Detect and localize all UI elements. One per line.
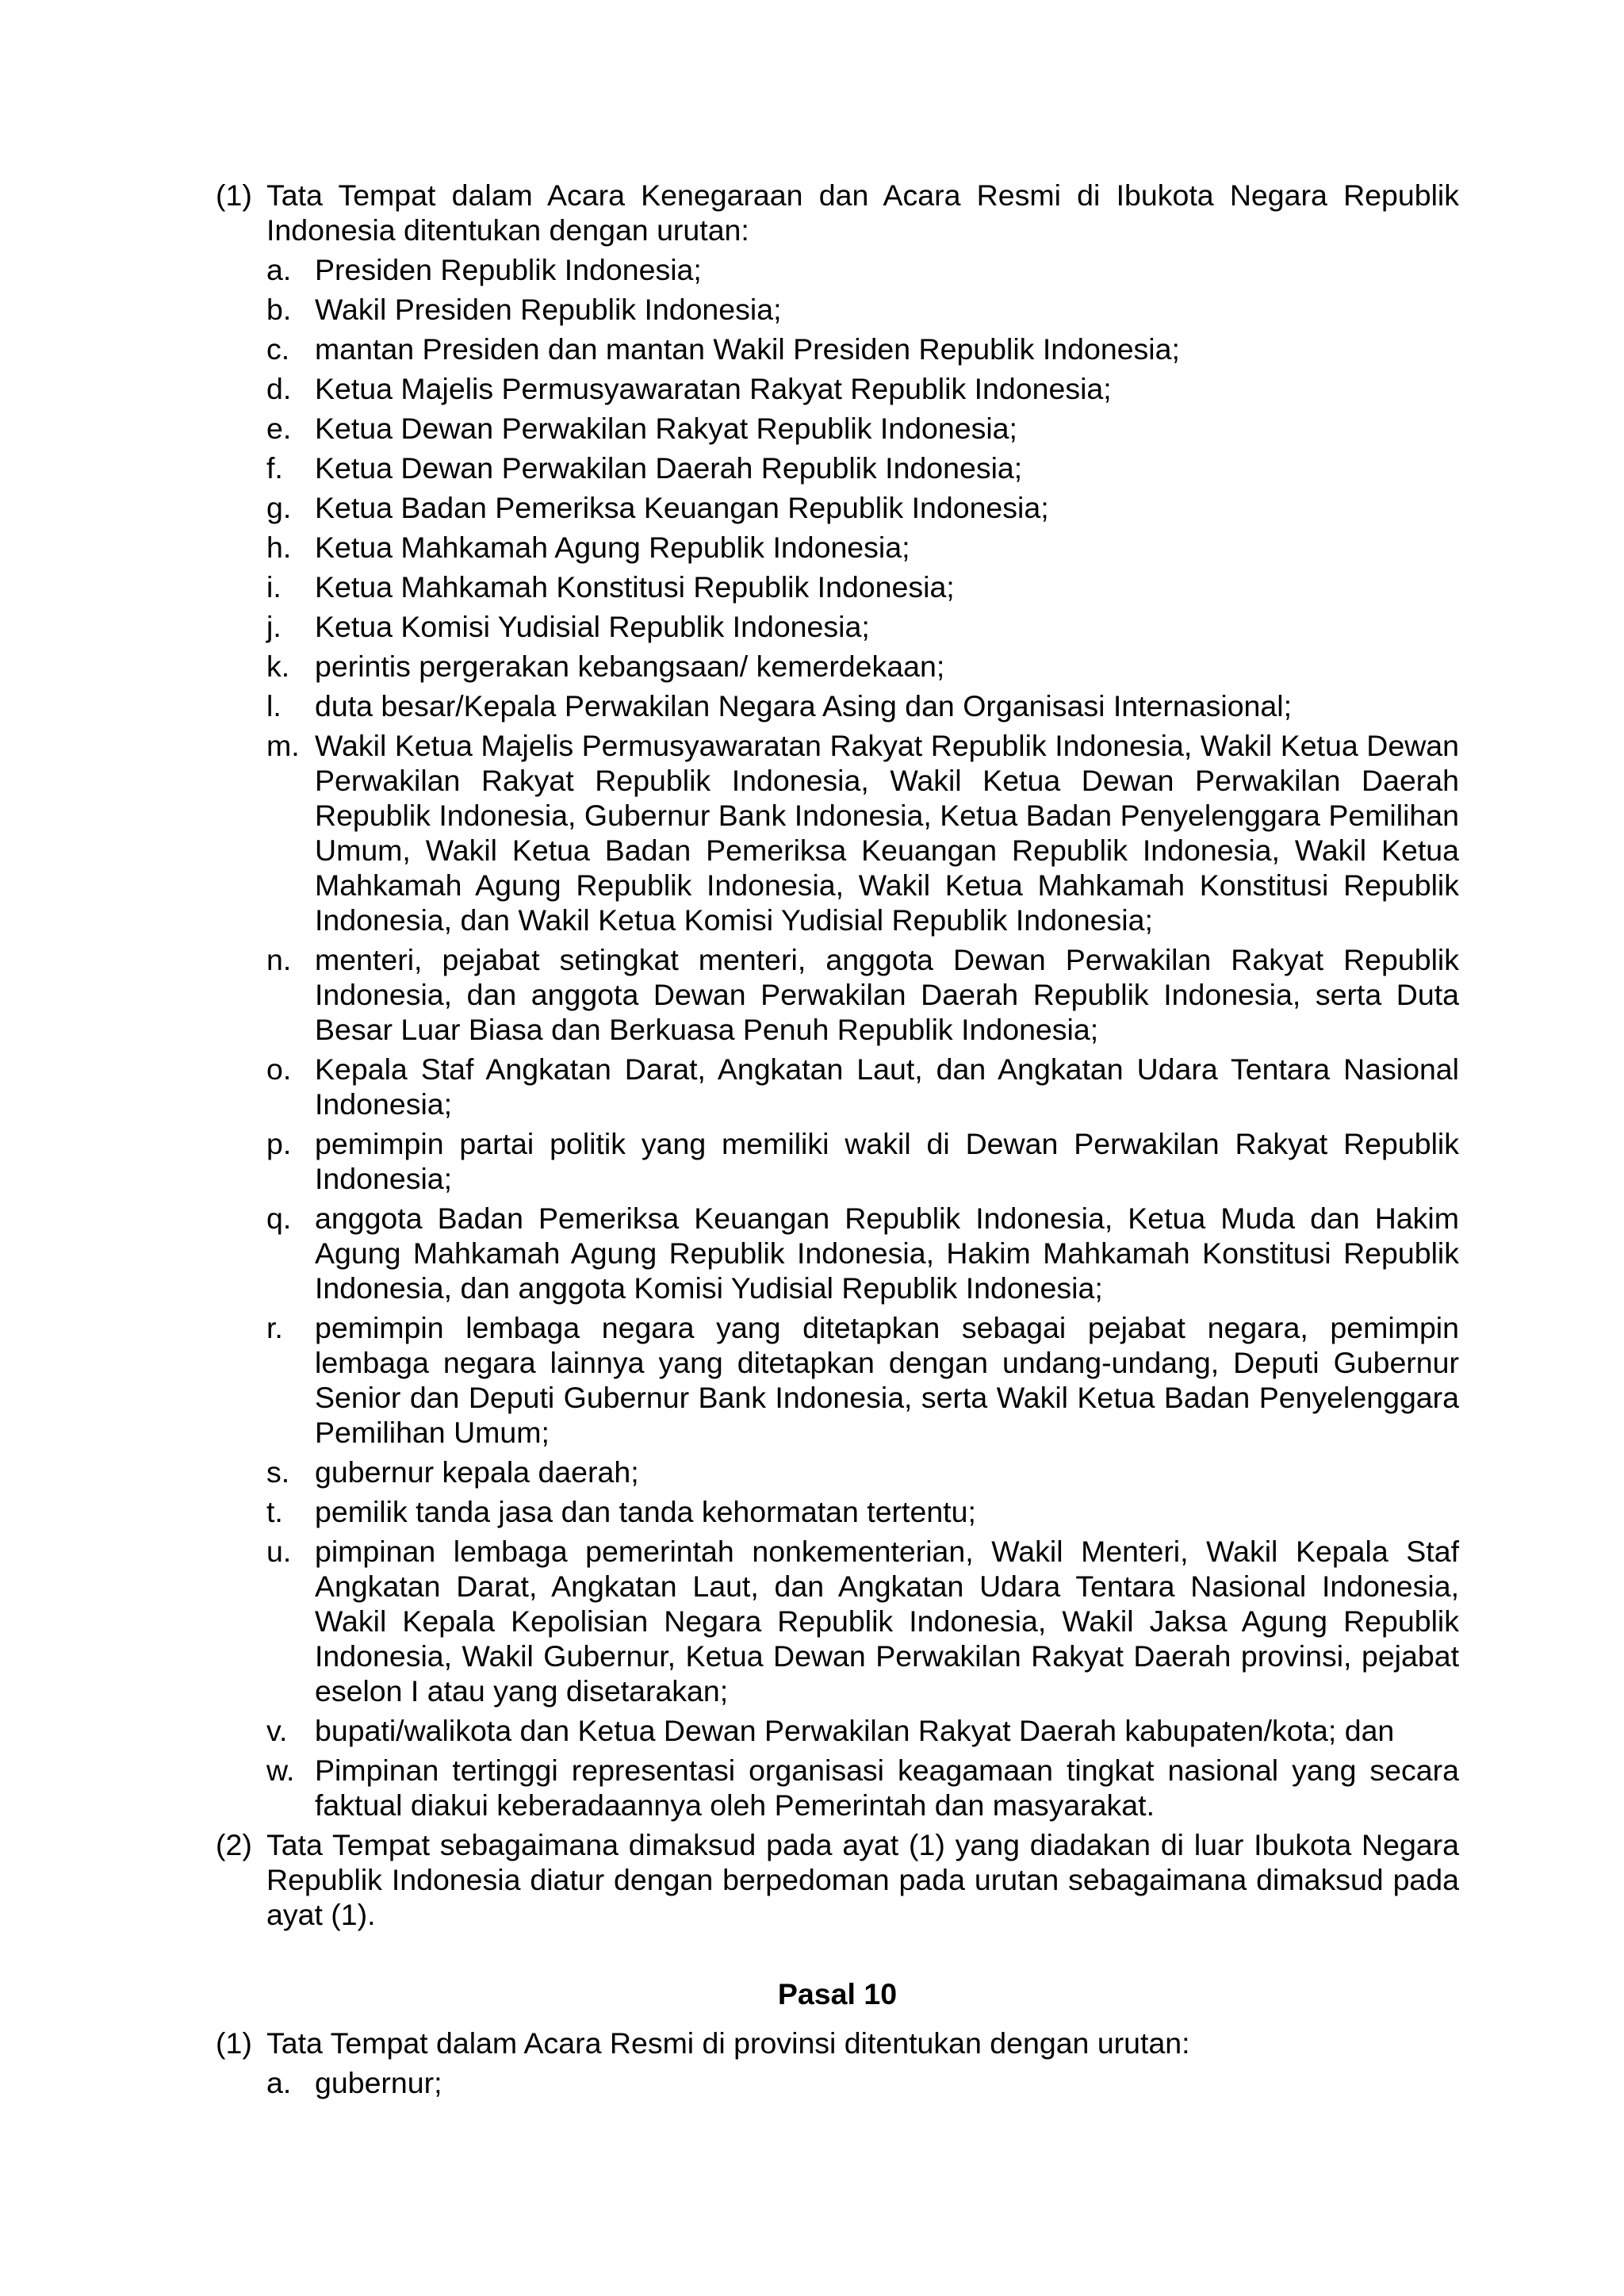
list-item-text: Ketua Dewan Perwakilan Rakyat Republik Indonesia; [315, 412, 1017, 445]
list-item [266, 649, 1459, 684]
list-item-letter: r. [266, 1311, 283, 1344]
list-item-text: gubernur kepala daerah; [315, 1455, 639, 1489]
list-item-letter: t. [266, 1495, 283, 1528]
list-item [266, 1126, 1459, 1196]
list-item [266, 1534, 1459, 1708]
list-item [266, 490, 1459, 525]
list-item [266, 1753, 1459, 1823]
list-item-letter: l. [266, 689, 282, 723]
list-item-text: anggota Badan Pemeriksa Keuangan Republik Indonesia, Ketua Muda dan Hakim Agung Mahkamah Agung Republik Indonesia, Hakim Mahkamah Konstitusi Republik Indonesia, dan anggota Komisi Yudisial Republik Indonesia; [315, 1202, 1459, 1305]
list-item-text: Ketua Komisi Yudisial Republik Indonesia; [315, 610, 870, 643]
list-item [266, 2065, 1459, 2100]
list-item [266, 1052, 1459, 1121]
list-item [266, 1310, 1459, 1450]
list-item-letter: k. [266, 650, 290, 683]
list-item-text: bupati/walikota dan Ketua Dewan Perwakilan Rakyat Daerah kabupaten/kota; dan [315, 1714, 1395, 1747]
list-item-letter: u. [266, 1535, 292, 1568]
list-item-letter: g. [266, 491, 292, 524]
paragraph-1-number: (1) [216, 178, 252, 212]
list-item-text: Wakil Presiden Republik Indonesia; [315, 293, 782, 326]
list-item-letter: v. [266, 1714, 288, 1747]
list-item-text: menteri, pejabat setingkat menteri, anggota Dewan Perwakilan Rakyat Republik Indonesia, dan anggota Dewan Perwakilan Daerah Republik Indonesia, serta Duta Besar Luar Biasa dan Berkuasa Penuh Republik Indonesia; [315, 943, 1459, 1046]
list-item-text: Wakil Ketua Majelis Permusyawaratan Rakyat Republik Indonesia, Wakil Ketua Dewan Perwakilan Rakyat Republik Indonesia, Wakil Ketua Dewan Perwakilan Daerah Republik Indonesia, Gubernur Bank Indonesia, Ketua Badan Penyelenggara Pemilihan Umum, Wakil Ketua Badan Pemeriksa Keuangan Republik Indonesia, Wakil Ketua Mahkamah Agung Republik Indonesia, Wakil Ketua Mahkamah Konstitusi Republik Indonesia, dan Wakil Ketua Komisi Yudisial Republik Indonesia; [315, 729, 1459, 937]
list-item [266, 411, 1459, 446]
list-item [266, 688, 1459, 723]
list-item-letter: o. [266, 1052, 292, 1086]
list-item-letter: c. [266, 332, 290, 366]
list-item [266, 252, 1459, 287]
list-item [266, 609, 1459, 644]
list-item-text: pimpinan lembaga pemerintah nonkementerian, Wakil Menteri, Wakil Kepala Staf Angkatan Darat, Angkatan Laut, dan Angkatan Udara Tentara Nasional Indonesia, Wakil Kepala Kepolisian Negara Republik Indonesia, Wakil Jaksa Agung Republik Indonesia, Wakil Gubernur, Ketua Dewan Perwakilan Rakyat Daerah provinsi, pejabat eselon I atau yang disetarakan; [315, 1535, 1459, 1708]
document-content [216, 178, 1459, 2100]
list-item [266, 728, 1459, 937]
list-item-text: Ketua Dewan Perwakilan Daerah Republik Indonesia; [315, 451, 1023, 485]
list-item-letter: d. [266, 372, 292, 405]
list-item [266, 569, 1459, 604]
list-item-letter: b. [266, 293, 292, 326]
list-item-text: Kepala Staf Angkatan Darat, Angkatan Laut, dan Angkatan Udara Tentara Nasional Indonesia; [315, 1052, 1459, 1121]
paragraph-1-list [266, 252, 1459, 1823]
pasal-10-paragraph-1-number: (1) [216, 2026, 252, 2060]
list-item [266, 1494, 1459, 1529]
list-item [266, 450, 1459, 485]
list-item-text: Ketua Mahkamah Konstitusi Republik Indonesia; [315, 570, 955, 604]
list-item-letter: a. [266, 2066, 292, 2099]
list-item-text: Ketua Mahkamah Agung Republik Indonesia; [315, 531, 910, 564]
list-item-letter: j. [266, 610, 282, 643]
list-item [266, 332, 1459, 366]
list-item-letter: p. [266, 1127, 292, 1160]
list-item-letter: s. [266, 1455, 290, 1489]
list-item-text: Pimpinan tertinggi representasi organisasi keagamaan tingkat nasional yang secara faktual diakui keberadaannya oleh Pemerintah dan masyarakat. [315, 1754, 1459, 1822]
list-item [266, 942, 1459, 1047]
list-item-letter: f. [266, 451, 283, 485]
list-item-text: pemimpin partai politik yang memiliki wakil di Dewan Perwakilan Rakyat Republik Indonesia; [315, 1127, 1459, 1195]
pasal-10-paragraph-1-list [266, 2065, 1459, 2100]
list-item-letter: q. [266, 1202, 292, 1235]
paragraph-2 [216, 1827, 1459, 1932]
list-item [266, 1713, 1459, 1748]
list-item [266, 1201, 1459, 1305]
pasal-10-paragraph-1-text: Tata Tempat dalam Acara Resmi di provinsi ditentukan dengan urutan: [266, 2026, 1190, 2060]
list-item-letter: a. [266, 253, 292, 286]
pasal-10-paragraph-1 [216, 2026, 1459, 2100]
list-item-letter: n. [266, 943, 292, 976]
list-item-text: pemimpin lembaga negara yang ditetapkan sebagai pejabat negara, pemimpin lembaga negara lainnya yang ditetapkan dengan undang-undang, Deputi Gubernur Senior dan Deputi Gubernur Bank Indonesia, serta Wakil Ketua Badan Penyelenggara Pemilihan Umum; [315, 1311, 1459, 1449]
paragraph-1-text: Tata Tempat dalam Acara Kenegaraan dan Acara Resmi di Ibukota Negara Republik Indonesia ditentukan dengan urutan: [266, 178, 1459, 247]
list-item-letter: e. [266, 412, 292, 445]
paragraph-2-text: Tata Tempat sebagaimana dimaksud pada ayat (1) yang diadakan di luar Ibukota Negara Republik Indonesia diatur dengan berpedoman pada urutan sebagaimana dimaksud pada ayat (1). [266, 1828, 1459, 1931]
list-item-text: gubernur; [315, 2066, 442, 2099]
list-item [266, 1455, 1459, 1489]
list-item-letter: w. [266, 1754, 295, 1787]
paragraph-1 [216, 178, 1459, 1823]
list-item-text: Ketua Majelis Permusyawaratan Rakyat Republik Indonesia; [315, 372, 1112, 405]
list-item-text: pemilik tanda jasa dan tanda kehormatan tertentu; [315, 1495, 976, 1528]
list-item [266, 292, 1459, 327]
list-item-letter: m. [266, 729, 300, 762]
list-item-letter: i. [266, 570, 282, 604]
list-item-text: Presiden Republik Indonesia; [315, 253, 702, 286]
list-item-letter: h. [266, 531, 292, 564]
list-item-text: duta besar/Kepala Perwakilan Negara Asing dan Organisasi Internasional; [315, 689, 1293, 723]
list-item-text: mantan Presiden dan mantan Wakil Presiden Republik Indonesia; [315, 332, 1180, 366]
list-item-text: Ketua Badan Pemeriksa Keuangan Republik Indonesia; [315, 491, 1049, 524]
list-item-text: perintis pergerakan kebangsaan/ kemerdekaan; [315, 650, 945, 683]
paragraph-2-number: (2) [216, 1828, 252, 1861]
list-item [266, 530, 1459, 565]
list-item [266, 371, 1459, 406]
article-heading-pasal-10: Pasal 10 [777, 1977, 898, 2010]
